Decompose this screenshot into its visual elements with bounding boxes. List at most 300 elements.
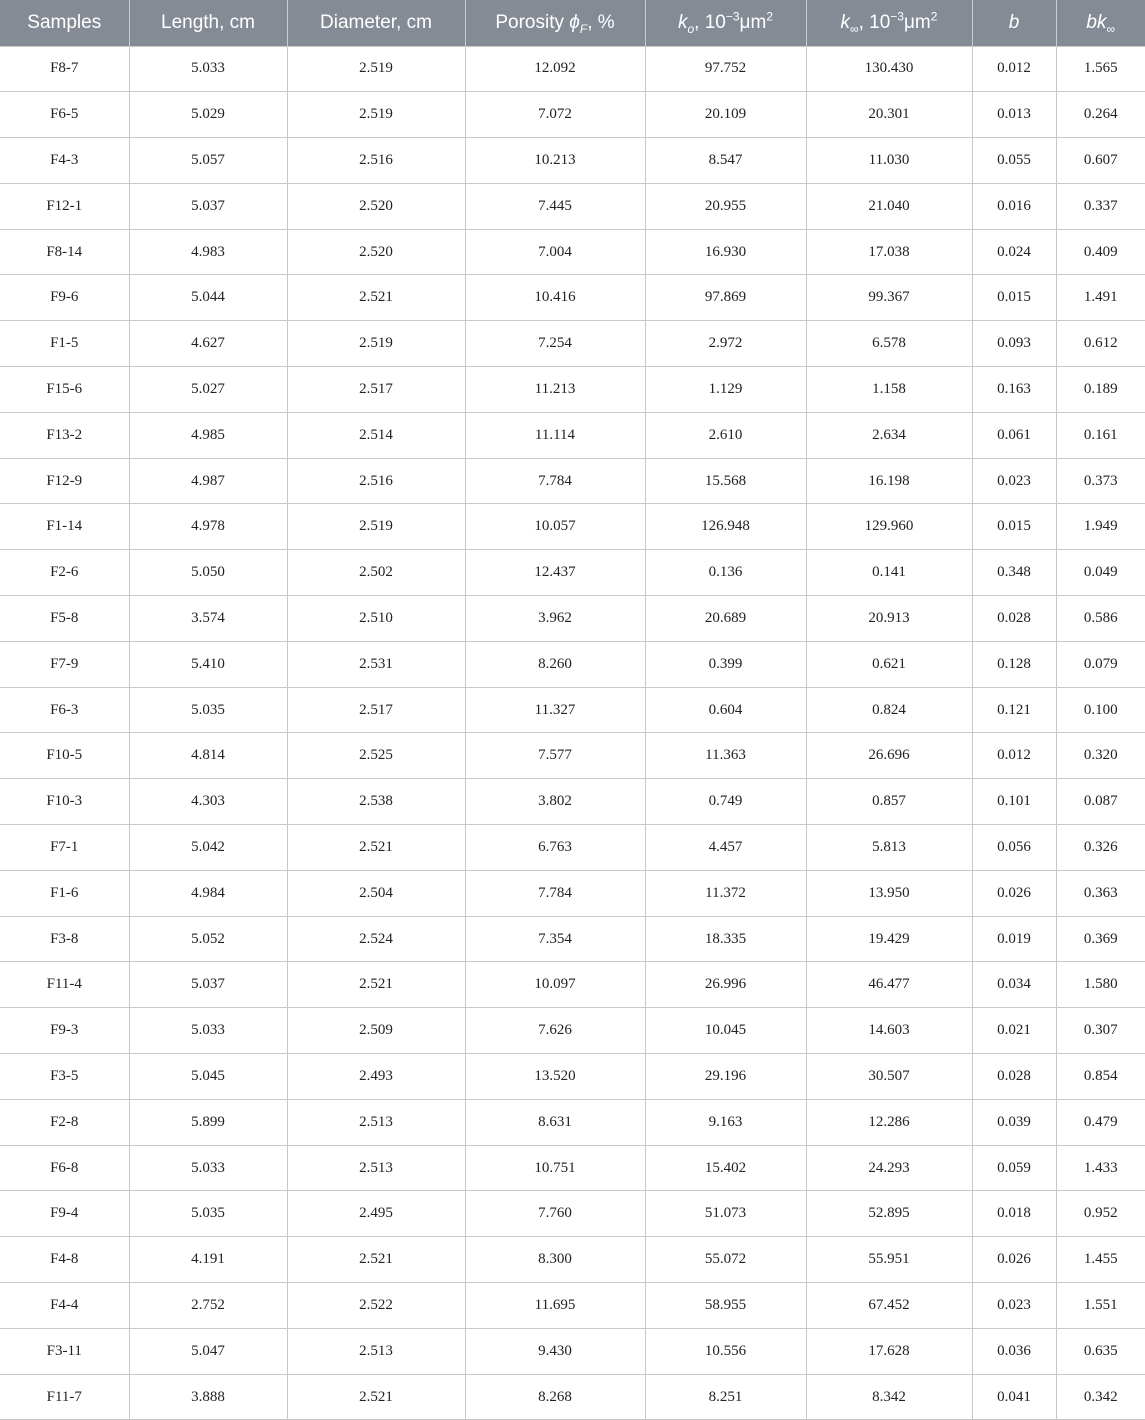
header-bk-symbol: bk [1086,11,1107,33]
cell-length: 5.057 [129,138,287,184]
cell-length: 5.037 [129,962,287,1008]
cell-diameter: 2.521 [287,275,465,321]
cell-diameter: 2.517 [287,687,465,733]
cell-porosity: 10.751 [465,1145,645,1191]
cell-b: 0.013 [972,92,1056,138]
table-row [0,1008,1145,1054]
cell-ko: 20.689 [645,596,806,642]
cell-sample: F3-11 [0,1328,129,1374]
cell-diameter: 2.509 [287,1008,465,1054]
cell-sample: F8-7 [0,46,129,92]
cell-bk: 0.189 [1056,367,1145,413]
cell-bk: 1.551 [1056,1283,1145,1329]
cell-sample: F7-1 [0,825,129,871]
cell-ko: 11.363 [645,733,806,779]
cell-kinf: 67.452 [806,1283,972,1329]
cell-length: 4.191 [129,1237,287,1283]
cell-b: 0.016 [972,183,1056,229]
cell-sample: F8-14 [0,229,129,275]
table-row [0,550,1145,596]
header-ko-exp: −3 [725,9,740,24]
cell-ko: 8.251 [645,1374,806,1420]
cell-kinf: 20.301 [806,92,972,138]
cell-bk: 1.455 [1056,1237,1145,1283]
cell-b: 0.028 [972,596,1056,642]
cell-diameter: 2.520 [287,229,465,275]
header-b [972,0,1056,46]
cell-sample: F6-5 [0,92,129,138]
header-ko [645,0,806,46]
cell-sample: F5-8 [0,596,129,642]
cell-kinf: 20.913 [806,596,972,642]
cell-b: 0.348 [972,550,1056,596]
cell-ko: 58.955 [645,1283,806,1329]
cell-sample: F11-7 [0,1374,129,1420]
cell-diameter: 2.513 [287,1099,465,1145]
cell-ko: 0.136 [645,550,806,596]
header-kinf-unit-exp: 2 [930,9,938,24]
cell-length: 5.035 [129,687,287,733]
cell-bk: 0.479 [1056,1099,1145,1145]
cell-porosity: 3.802 [465,779,645,825]
cell-b: 0.121 [972,687,1056,733]
cell-diameter: 2.521 [287,825,465,871]
cell-ko: 11.372 [645,870,806,916]
cell-diameter: 2.538 [287,779,465,825]
cell-kinf: 5.813 [806,825,972,871]
cell-porosity: 7.354 [465,916,645,962]
header-porosity-symbol: ϕ [569,11,580,33]
header-row [0,0,1145,46]
table-row [0,870,1145,916]
cell-sample: F12-9 [0,458,129,504]
cell-sample: F2-8 [0,1099,129,1145]
header-kinf-exp: −3 [890,9,904,24]
table-row [0,504,1145,550]
cell-b: 0.015 [972,275,1056,321]
cell-diameter: 2.504 [287,870,465,916]
cell-length: 5.410 [129,641,287,687]
table-row [0,825,1145,871]
cell-bk: 0.264 [1056,92,1145,138]
cell-bk: 0.373 [1056,458,1145,504]
header-porosity-sub: F [579,21,588,36]
table-row [0,367,1145,413]
cell-diameter: 2.516 [287,458,465,504]
cell-b: 0.026 [972,1237,1056,1283]
cell-b: 0.021 [972,1008,1056,1054]
cell-sample: F4-8 [0,1237,129,1283]
cell-diameter: 2.525 [287,733,465,779]
cell-porosity: 7.784 [465,870,645,916]
cell-length: 5.042 [129,825,287,871]
cell-porosity: 11.114 [465,412,645,458]
cell-porosity: 8.268 [465,1374,645,1420]
cell-porosity: 7.760 [465,1191,645,1237]
cell-diameter: 2.531 [287,641,465,687]
cell-kinf: 26.696 [806,733,972,779]
cell-diameter: 2.502 [287,550,465,596]
cell-diameter: 2.495 [287,1191,465,1237]
header-ko-mid: , 10 [694,11,726,33]
cell-diameter: 2.516 [287,138,465,184]
cell-length: 4.985 [129,412,287,458]
cell-kinf: 24.293 [806,1145,972,1191]
cell-ko: 20.109 [645,92,806,138]
table-row [0,687,1145,733]
cell-length: 5.044 [129,275,287,321]
cell-length: 5.027 [129,367,287,413]
cell-kinf: 14.603 [806,1008,972,1054]
header-bk-sub: ∞ [1106,21,1116,36]
cell-length: 4.983 [129,229,287,275]
cell-ko: 10.556 [645,1328,806,1374]
header-ko-unit-exp: 2 [766,9,774,24]
table-row [0,1374,1145,1420]
cell-kinf: 1.158 [806,367,972,413]
cell-ko: 0.749 [645,779,806,825]
cell-bk: 0.612 [1056,321,1145,367]
cell-kinf: 17.628 [806,1328,972,1374]
cell-bk: 0.100 [1056,687,1145,733]
cell-kinf: 2.634 [806,412,972,458]
cell-porosity: 7.577 [465,733,645,779]
cell-kinf: 30.507 [806,1054,972,1100]
cell-porosity: 3.962 [465,596,645,642]
table-row [0,641,1145,687]
header-porosity-text: Porosity [495,11,570,33]
cell-ko: 0.399 [645,641,806,687]
cell-porosity: 11.327 [465,687,645,733]
cell-b: 0.028 [972,1054,1056,1100]
cell-sample: F10-3 [0,779,129,825]
table-row [0,916,1145,962]
cell-porosity: 10.416 [465,275,645,321]
header-porosity-unit: , % [587,11,615,33]
cell-ko: 15.402 [645,1145,806,1191]
cell-b: 0.023 [972,1283,1056,1329]
cell-ko: 26.996 [645,962,806,1008]
cell-porosity: 8.300 [465,1237,645,1283]
cell-sample: F13-2 [0,412,129,458]
cell-bk: 1.433 [1056,1145,1145,1191]
cell-length: 4.627 [129,321,287,367]
cell-porosity: 7.072 [465,92,645,138]
cell-sample: F11-4 [0,962,129,1008]
cell-diameter: 2.517 [287,367,465,413]
cell-ko: 51.073 [645,1191,806,1237]
cell-length: 5.045 [129,1054,287,1100]
cell-length: 5.035 [129,1191,287,1237]
cell-sample: F12-1 [0,183,129,229]
cell-length: 5.899 [129,1099,287,1145]
cell-porosity: 7.626 [465,1008,645,1054]
cell-b: 0.061 [972,412,1056,458]
cell-diameter: 2.519 [287,504,465,550]
cell-length: 4.984 [129,870,287,916]
cell-porosity: 7.784 [465,458,645,504]
cell-porosity: 11.213 [465,367,645,413]
cell-bk: 0.586 [1056,596,1145,642]
cell-b: 0.019 [972,916,1056,962]
cell-bk: 0.307 [1056,1008,1145,1054]
cell-diameter: 2.520 [287,183,465,229]
cell-bk: 0.079 [1056,641,1145,687]
cell-diameter: 2.519 [287,46,465,92]
cell-length: 4.978 [129,504,287,550]
table-row [0,321,1145,367]
cell-porosity: 12.092 [465,46,645,92]
header-ko-unit: μm [739,11,767,33]
cell-kinf: 8.342 [806,1374,972,1420]
cell-sample: F9-3 [0,1008,129,1054]
cell-porosity: 10.097 [465,962,645,1008]
cell-kinf: 13.950 [806,870,972,916]
cell-kinf: 16.198 [806,458,972,504]
table-header [0,0,1145,46]
cell-diameter: 2.513 [287,1145,465,1191]
cell-sample: F9-6 [0,275,129,321]
cell-ko: 2.610 [645,412,806,458]
cell-ko: 9.163 [645,1099,806,1145]
table-row [0,183,1145,229]
cell-b: 0.055 [972,138,1056,184]
table-row [0,596,1145,642]
cell-sample: F2-6 [0,550,129,596]
cell-diameter: 2.521 [287,1374,465,1420]
cell-b: 0.018 [972,1191,1056,1237]
cell-length: 4.303 [129,779,287,825]
cell-bk: 0.326 [1056,825,1145,871]
cell-sample: F6-8 [0,1145,129,1191]
cell-ko: 10.045 [645,1008,806,1054]
cell-length: 2.752 [129,1283,287,1329]
cell-b: 0.041 [972,1374,1056,1420]
cell-b: 0.036 [972,1328,1056,1374]
table-body [0,46,1145,1420]
header-kinf-unit: μm [903,11,931,33]
cell-kinf: 55.951 [806,1237,972,1283]
cell-porosity: 7.445 [465,183,645,229]
cell-bk: 1.949 [1056,504,1145,550]
header-kinf-mid: , 10 [858,11,891,33]
table-row [0,962,1145,1008]
cell-b: 0.034 [972,962,1056,1008]
cell-b: 0.056 [972,825,1056,871]
cell-porosity: 6.763 [465,825,645,871]
cell-sample: F15-6 [0,367,129,413]
table-row [0,458,1145,504]
cell-length: 5.033 [129,1145,287,1191]
cell-bk: 0.320 [1056,733,1145,779]
cell-diameter: 2.519 [287,92,465,138]
cell-length: 5.037 [129,183,287,229]
cell-sample: F3-5 [0,1054,129,1100]
cell-kinf: 99.367 [806,275,972,321]
table-row [0,412,1145,458]
cell-sample: F7-9 [0,641,129,687]
cell-bk: 0.369 [1056,916,1145,962]
cell-ko: 16.930 [645,229,806,275]
cell-kinf: 130.430 [806,46,972,92]
cell-kinf: 46.477 [806,962,972,1008]
cell-kinf: 0.824 [806,687,972,733]
cell-bk: 1.580 [1056,962,1145,1008]
cell-bk: 0.952 [1056,1191,1145,1237]
cell-ko: 55.072 [645,1237,806,1283]
cell-bk: 0.049 [1056,550,1145,596]
cell-bk: 0.409 [1056,229,1145,275]
table-row [0,1191,1145,1237]
table-row [0,1145,1145,1191]
cell-kinf: 52.895 [806,1191,972,1237]
header-bk [1056,0,1145,46]
cell-b: 0.059 [972,1145,1056,1191]
cell-sample: F10-5 [0,733,129,779]
cell-ko: 29.196 [645,1054,806,1100]
table-row [0,1054,1145,1100]
cell-ko: 0.604 [645,687,806,733]
cell-length: 4.987 [129,458,287,504]
cell-kinf: 21.040 [806,183,972,229]
header-kinf [806,0,972,46]
cell-ko: 15.568 [645,458,806,504]
cell-ko: 2.972 [645,321,806,367]
cell-kinf: 11.030 [806,138,972,184]
cell-porosity: 11.695 [465,1283,645,1329]
cell-bk: 1.565 [1056,46,1145,92]
cell-kinf: 0.141 [806,550,972,596]
header-b-symbol: b [1008,11,1020,33]
cell-ko: 126.948 [645,504,806,550]
cell-length: 5.033 [129,46,287,92]
cell-bk: 0.363 [1056,870,1145,916]
cell-diameter: 2.524 [287,916,465,962]
table-row [0,779,1145,825]
cell-sample: F1-14 [0,504,129,550]
cell-bk: 0.161 [1056,412,1145,458]
cell-b: 0.039 [972,1099,1056,1145]
cell-porosity: 7.004 [465,229,645,275]
cell-porosity: 10.213 [465,138,645,184]
cell-porosity: 8.260 [465,641,645,687]
cell-porosity: 7.254 [465,321,645,367]
cell-diameter: 2.521 [287,962,465,1008]
cell-bk: 0.854 [1056,1054,1145,1100]
cell-bk: 0.342 [1056,1374,1145,1420]
cell-b: 0.101 [972,779,1056,825]
cell-diameter: 2.493 [287,1054,465,1100]
cell-b: 0.163 [972,367,1056,413]
table-row [0,229,1145,275]
cell-ko: 8.547 [645,138,806,184]
cell-ko: 97.869 [645,275,806,321]
cell-b: 0.023 [972,458,1056,504]
cell-length: 5.047 [129,1328,287,1374]
cell-kinf: 17.038 [806,229,972,275]
cell-b: 0.015 [972,504,1056,550]
header-kinf-symbol: k [840,11,851,33]
header-kinf-sub: ∞ [850,21,859,36]
cell-porosity: 13.520 [465,1054,645,1100]
cell-kinf: 12.286 [806,1099,972,1145]
table-row [0,1283,1145,1329]
cell-kinf: 0.857 [806,779,972,825]
cell-diameter: 2.510 [287,596,465,642]
table-row [0,733,1145,779]
cell-diameter: 2.514 [287,412,465,458]
cell-sample: F4-4 [0,1283,129,1329]
header-porosity [465,0,645,46]
cell-diameter: 2.521 [287,1237,465,1283]
cell-length: 3.888 [129,1374,287,1420]
header-samples: Samples [0,0,129,46]
cell-b: 0.093 [972,321,1056,367]
cell-sample: F9-4 [0,1191,129,1237]
cell-diameter: 2.513 [287,1328,465,1374]
cell-porosity: 9.430 [465,1328,645,1374]
cell-b: 0.024 [972,229,1056,275]
table-row [0,92,1145,138]
cell-ko: 18.335 [645,916,806,962]
cell-bk: 0.337 [1056,183,1145,229]
cell-kinf: 19.429 [806,916,972,962]
cell-length: 5.029 [129,92,287,138]
cell-sample: F3-8 [0,916,129,962]
cell-ko: 4.457 [645,825,806,871]
cell-porosity: 10.057 [465,504,645,550]
cell-length: 3.574 [129,596,287,642]
header-diameter: Diameter, cm [287,0,465,46]
cell-kinf: 129.960 [806,504,972,550]
table-row [0,138,1145,184]
cell-length: 5.033 [129,1008,287,1054]
cell-b: 0.128 [972,641,1056,687]
cell-diameter: 2.522 [287,1283,465,1329]
cell-diameter: 2.519 [287,321,465,367]
cell-b: 0.012 [972,46,1056,92]
table-row [0,1237,1145,1283]
cell-ko: 20.955 [645,183,806,229]
cell-porosity: 8.631 [465,1099,645,1145]
cell-sample: F6-3 [0,687,129,733]
cell-bk: 0.635 [1056,1328,1145,1374]
header-length: Length, cm [129,0,287,46]
cell-length: 5.050 [129,550,287,596]
cell-bk: 0.087 [1056,779,1145,825]
cell-bk: 1.491 [1056,275,1145,321]
cell-sample: F1-5 [0,321,129,367]
cell-bk: 0.607 [1056,138,1145,184]
table-row [0,46,1145,92]
cell-sample: F4-3 [0,138,129,184]
cell-b: 0.012 [972,733,1056,779]
cell-length: 5.052 [129,916,287,962]
table-row [0,275,1145,321]
cell-ko: 1.129 [645,367,806,413]
cell-kinf: 6.578 [806,321,972,367]
cell-ko: 97.752 [645,46,806,92]
cell-kinf: 0.621 [806,641,972,687]
header-ko-sub: o [687,21,695,36]
cell-sample: F1-6 [0,870,129,916]
header-ko-symbol: k [677,11,688,33]
cell-b: 0.026 [972,870,1056,916]
cell-length: 4.814 [129,733,287,779]
cell-porosity: 12.437 [465,550,645,596]
table-row [0,1328,1145,1374]
table-row [0,1099,1145,1145]
